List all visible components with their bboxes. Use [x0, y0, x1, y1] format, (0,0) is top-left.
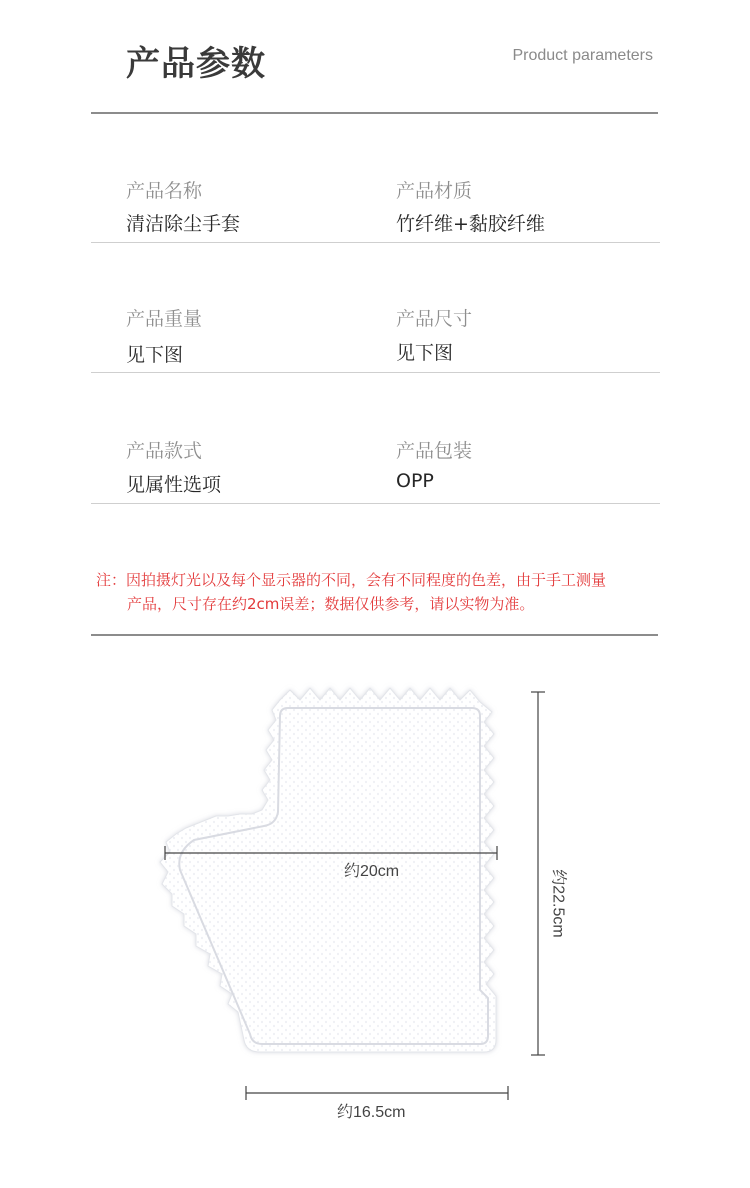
page-title: 产品参数: [126, 44, 266, 84]
param-value-weight: 见下图: [126, 344, 184, 366]
param-label-name: 产品名称: [126, 180, 203, 202]
row-divider: [91, 503, 660, 504]
note-line-2: 产品，尺寸存在约2cm误差；数据仅供参考，请以实物为准。: [127, 595, 535, 613]
param-label-material: 产品材质: [396, 180, 473, 202]
param-value-size: 见下图: [396, 342, 454, 364]
param-label-weight: 产品重量: [126, 308, 203, 330]
color-disclaimer-note: [96, 568, 666, 616]
param-label-package: 产品包装: [396, 440, 473, 462]
glove-shape: [160, 688, 496, 1052]
page-subtitle: Product parameters: [512, 47, 653, 64]
param-label-size: 产品尺寸: [396, 308, 473, 330]
param-label-style: 产品款式: [126, 440, 203, 462]
bottom-dimension-label: 约16.5cm: [337, 1104, 406, 1121]
note-line-1: 注：因拍摄灯光以及每个显示器的不同，会有不同程度的色差，由于手工测量: [96, 571, 607, 589]
width-dimension-label: 约20cm: [344, 863, 400, 880]
note-divider: [91, 634, 658, 636]
row-divider: [91, 372, 660, 373]
param-value-material: 竹纤维+黏胶纤维: [396, 213, 545, 235]
param-value-package: OPP: [396, 470, 434, 492]
param-value-style: 见属性选项: [126, 474, 222, 496]
param-value-name: 清洁除尘手套: [126, 213, 241, 235]
header-divider: [91, 112, 658, 114]
row-divider: [91, 242, 660, 243]
height-dimension-label: 约22.5cm: [549, 869, 567, 938]
